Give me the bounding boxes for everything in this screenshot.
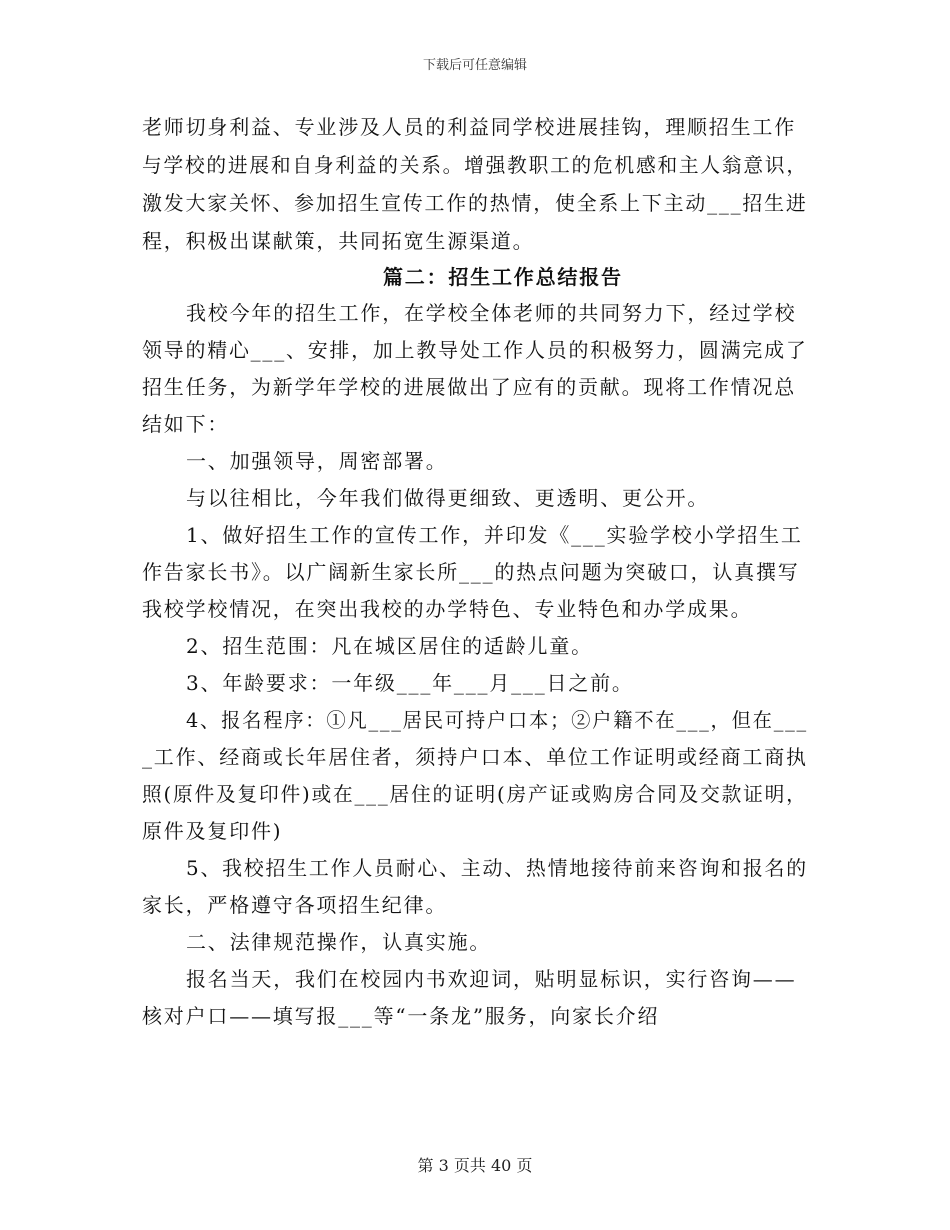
body-line: 我校学校情况，在突出我校的办学特色、专业特色和办学成果。 bbox=[142, 597, 753, 621]
body-line: 老师切身利益、专业涉及人员的利益同学校进展挂钩，理顺招生工作 bbox=[142, 115, 796, 139]
body-line: 家长，严格遵守各项招生纪律。 bbox=[142, 893, 448, 917]
body-line: 我校今年的招生工作，在学校全体老师的共同努力下，经过学校 bbox=[186, 301, 797, 325]
section-title: 篇二：招生工作总结报告 bbox=[383, 265, 623, 289]
body-line: 核对户口——填写报___等“一条龙”服务，向家长介绍 bbox=[142, 1004, 660, 1028]
body-line: 原件及复印件) bbox=[142, 819, 283, 843]
page-header: 下载后可任意编辑 bbox=[422, 58, 527, 73]
body-line: 领导的精心___、安排，加上教导处工作人员的积极努力，圆满完成了 bbox=[142, 338, 808, 362]
body-line: 招生任务，为新学年学校的进展做出了应有的贡献。现将工作情况总 bbox=[142, 375, 796, 399]
body-line: 程，积极出谋献策，共同拓宽生源渠道。 bbox=[142, 229, 535, 253]
body-line: 一、加强领导，周密部署。 bbox=[186, 449, 448, 473]
body-line: 与以往相比，今年我们做得更细致、更透明、更公开。 bbox=[186, 486, 710, 510]
body-line: 3、年龄要求：一年级___年___月___日之前。 bbox=[186, 671, 634, 695]
body-line: 1、做好招生工作的宣传工作，并印发《___实验学校小学招生工 bbox=[186, 523, 803, 547]
body-line: _工作、经商或长年居住者，须持户口本、单位工作证明或经商工商执 bbox=[142, 745, 808, 769]
body-line: 4、报名程序：①凡___居民可持户口本；②户籍不在___，但在___ bbox=[186, 708, 808, 732]
body-line: 报名当天，我们在校园内书欢迎词，贴明显标识，实行咨询—— bbox=[186, 967, 797, 991]
body-line: 二、法律规范操作，认真实施。 bbox=[186, 930, 492, 954]
page-footer: 第 3 页共 40 页 bbox=[417, 1156, 533, 1175]
body-line: 结如下： bbox=[142, 412, 230, 436]
body-line: 照(原件及复印件)或在___居住的证明(房产证或购房合同及交款证明， bbox=[142, 782, 808, 806]
body-line: 与学校的进展和自身利益的关系。增强教职工的危机感和主人翁意识， bbox=[142, 153, 808, 177]
body-line: 5、我校招生工作人员耐心、主动、热情地接待前来咨询和报名的 bbox=[186, 856, 808, 880]
body-line: 作告家长书》。以广阔新生家长所___的热点问题为突破口，认真撰写 bbox=[142, 560, 800, 584]
body-line: 2、招生范围：凡在城区居住的适龄儿童。 bbox=[186, 634, 593, 658]
body-line: 激发大家关怀、参加招生宣传工作的热情，使全系上下主动___招生进 bbox=[142, 191, 808, 215]
